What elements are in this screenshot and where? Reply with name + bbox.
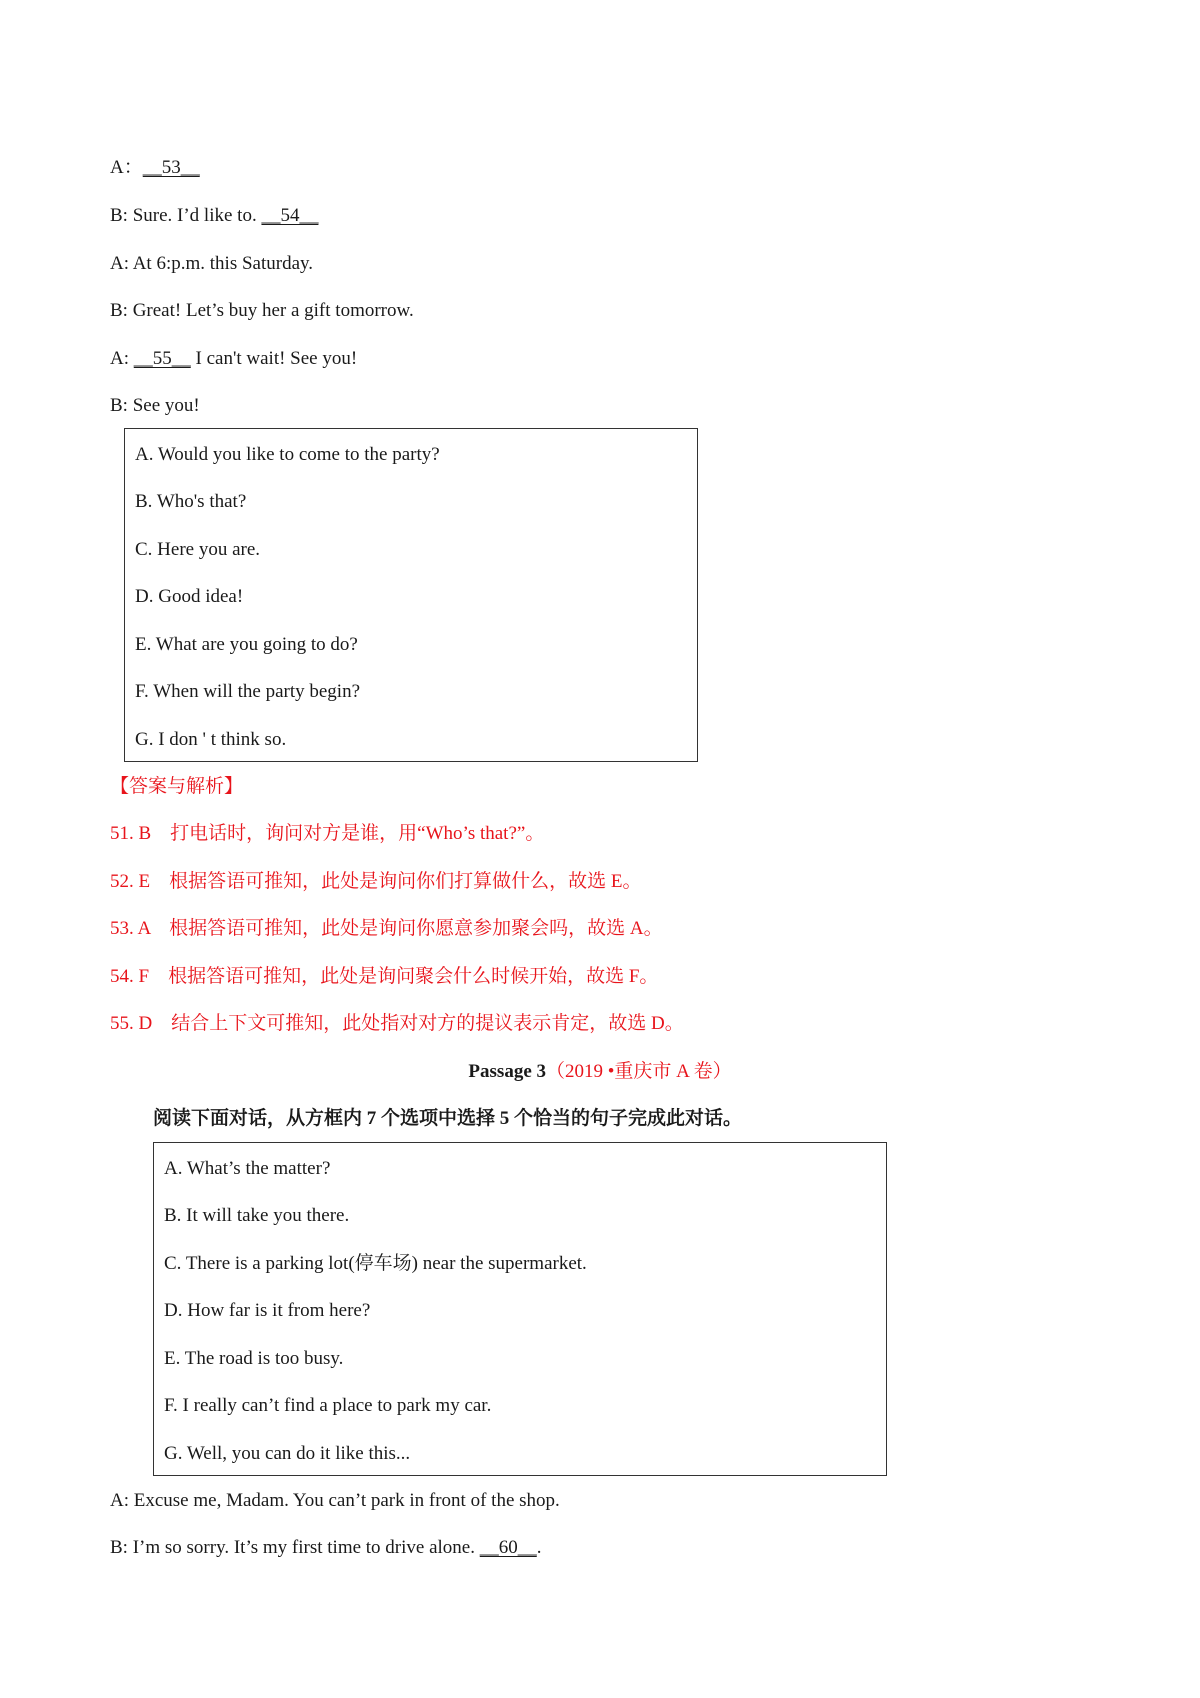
options-box-2	[153, 1142, 887, 1476]
dialogue-line: A: __55__ I can't wait! See you!	[110, 348, 358, 369]
dialogue-line: B: See you!	[110, 395, 200, 416]
option-item: G. I don ' t think so.	[135, 729, 287, 750]
option-item: C. Here you are.	[135, 539, 261, 560]
passage-title: Passage 3（2019 •重庆市 A 卷）	[468, 1061, 732, 1082]
option-item: D. How far is it from here?	[164, 1300, 371, 1321]
answer-line: 54. F 根据答语可推知，此处是询问聚会什么时候开始，故选 F。	[110, 966, 659, 987]
option-item: C. There is a parking lot(停车场) near the supermarket.	[164, 1253, 587, 1274]
answer-line: 52. E 根据答语可推知，此处是询问你们打算做什么，故选 E。	[110, 871, 642, 892]
option-item: A. Would you like to come to the party?	[135, 444, 440, 465]
dialogue-line: B: Great! Let’s buy her a gift tomorrow.	[110, 300, 414, 321]
answer-line: 55. D 结合上下文可推知，此处指对对方的提议表示肯定，故选 D。	[110, 1013, 684, 1034]
option-item: B. It will take you there.	[164, 1205, 350, 1226]
answer-header: 【答案与解析】	[110, 776, 244, 797]
option-item: B. Who's that?	[135, 491, 247, 512]
option-item: E. What are you going to do?	[135, 634, 358, 655]
option-item: A. What’s the matter?	[164, 1158, 331, 1179]
answer-line: 53. A 根据答语可推知，此处是询问你愿意参加聚会吗，故选 A。	[110, 918, 663, 939]
dialogue-line: B: I’m so sorry. It’s my first time to drive alone. __60__.	[110, 1537, 542, 1558]
options-box-1	[124, 428, 698, 762]
option-item: F. I really can’t find a place to park my car.	[164, 1395, 492, 1416]
dialogue-line: A：__53__	[110, 157, 200, 178]
option-item: F. When will the party begin?	[135, 681, 361, 702]
option-item: E. The road is too busy.	[164, 1348, 344, 1369]
option-item: D. Good idea!	[135, 586, 244, 607]
dialogue-line: B: Sure. I’d like to. __54__	[110, 205, 319, 226]
answer-line: 51. B 打电话时，询问对方是谁，用“Who’s that?”。	[110, 823, 545, 844]
instruction: 阅读下面对话，从方框内 7 个选项中选择 5 个恰当的句子完成此对话。	[153, 1108, 743, 1129]
option-item: G. Well, you can do it like this...	[164, 1443, 411, 1464]
dialogue-line: A: At 6:p.m. this Saturday.	[110, 253, 314, 274]
dialogue-line: A: Excuse me, Madam. You can’t park in front of the shop.	[110, 1490, 560, 1511]
